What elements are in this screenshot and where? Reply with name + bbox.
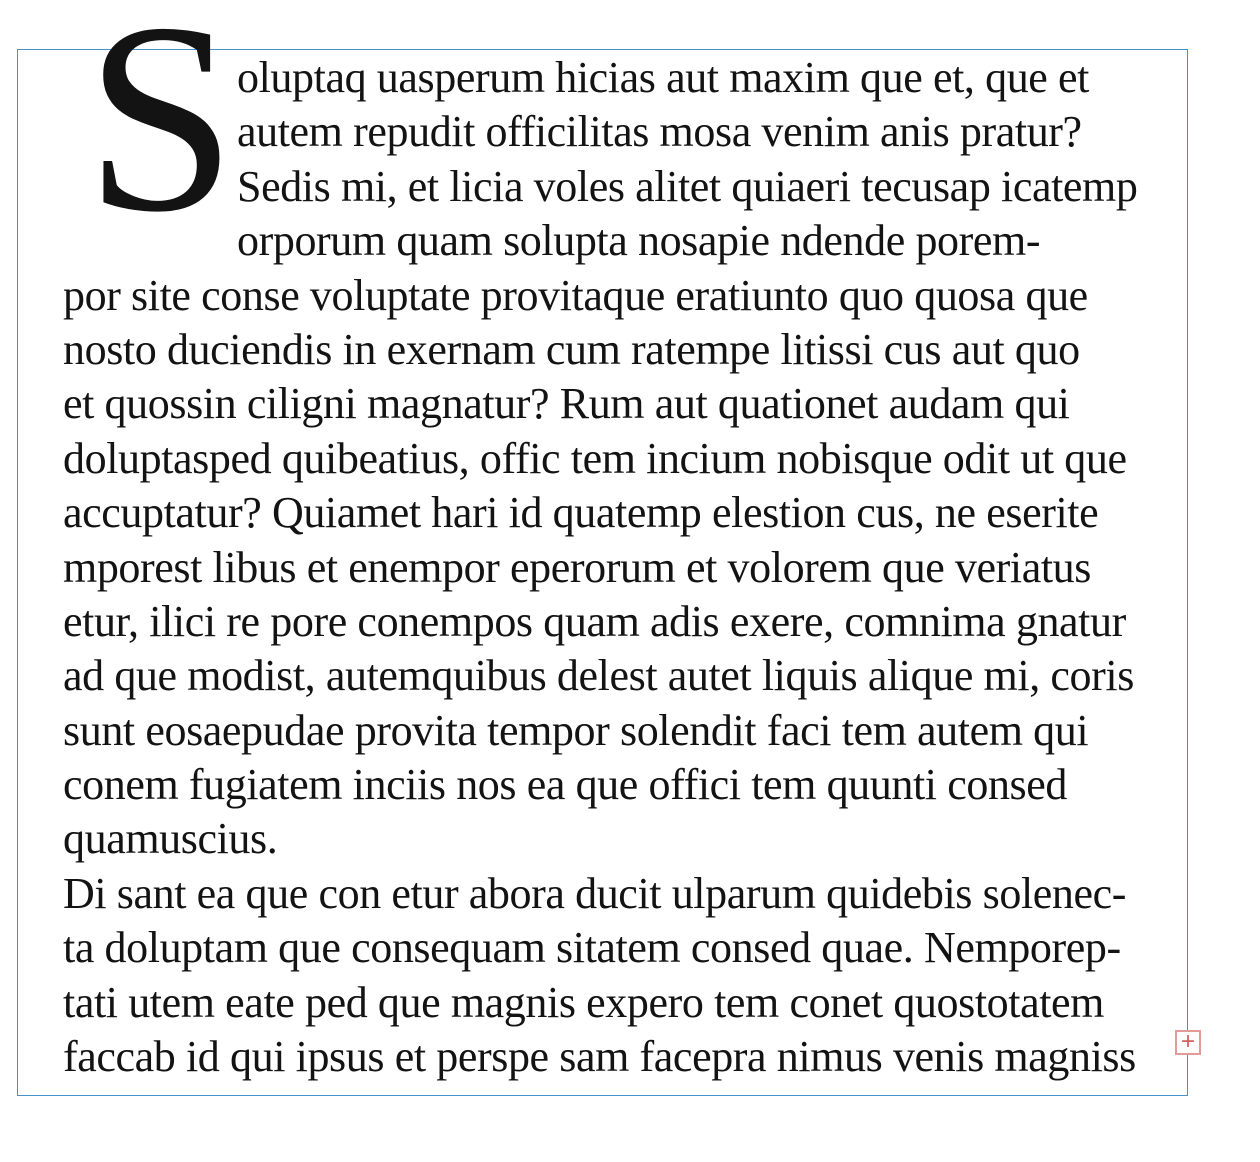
text-line: orporum quam solupta nosapie ndende porem- bbox=[237, 216, 1041, 266]
text-line: accuptatur? Quiamet hari id quatemp elestion cus, ne eserite bbox=[63, 488, 1099, 538]
text-line: nosto duciendis in exernam cum ratempe litissi cus aut quo bbox=[63, 324, 1080, 374]
drop-cap: S bbox=[85, 0, 237, 268]
plus-icon: + bbox=[1180, 1027, 1195, 1055]
text-line: Di sant ea que con etur abora ducit ulparum quidebis solenec- bbox=[63, 868, 1127, 918]
text-line: sunt eosaepudae provita tempor solendit faci tem autem qui bbox=[63, 705, 1089, 755]
text-line: conem fugiatem inciis nos ea que offici tem quunti consed bbox=[63, 760, 1068, 810]
text-line: oluptaq uasperum hicias aut maxim que et, que et bbox=[237, 53, 1089, 102]
overset-text-indicator[interactable] bbox=[1175, 1027, 1201, 1055]
text-line: doluptasped quibeatius, offic tem incium nobisque odit ut que bbox=[63, 433, 1127, 483]
text-line: et quossin ciligni magnatur? Rum aut quationet audam qui bbox=[63, 379, 1070, 429]
text-line: etur, ilici re pore conempos quam adis exere, comnima gnatur bbox=[63, 596, 1126, 646]
text-line: ta doluptam que consequam sitatem consed quae. Nemporep- bbox=[63, 923, 1121, 973]
text-line: quamuscius. bbox=[63, 814, 278, 864]
text-line: autem repudit officilitas mosa venim anis pratur? bbox=[237, 107, 1082, 157]
text-line: Sedis mi, et licia voles alitet quiaeri tecusap icatemp bbox=[237, 161, 1138, 211]
text-line: faccab id qui ipsus et perspe sam facepra nimus venis magniss bbox=[63, 1032, 1136, 1082]
text-block bbox=[63, 51, 1193, 1084]
text-line: ad que modist, autemquibus delest autet liquis alique mi, coris bbox=[63, 651, 1134, 701]
text-line: por site conse voluptate provitaque eratiunto quo quosa que bbox=[63, 270, 1088, 320]
text-line: tati utem eate ped que magnis expero tem conet quostotatem bbox=[63, 977, 1105, 1027]
text-line: mporest libus et enempor eperorum et volorem que veriatus bbox=[63, 542, 1092, 592]
